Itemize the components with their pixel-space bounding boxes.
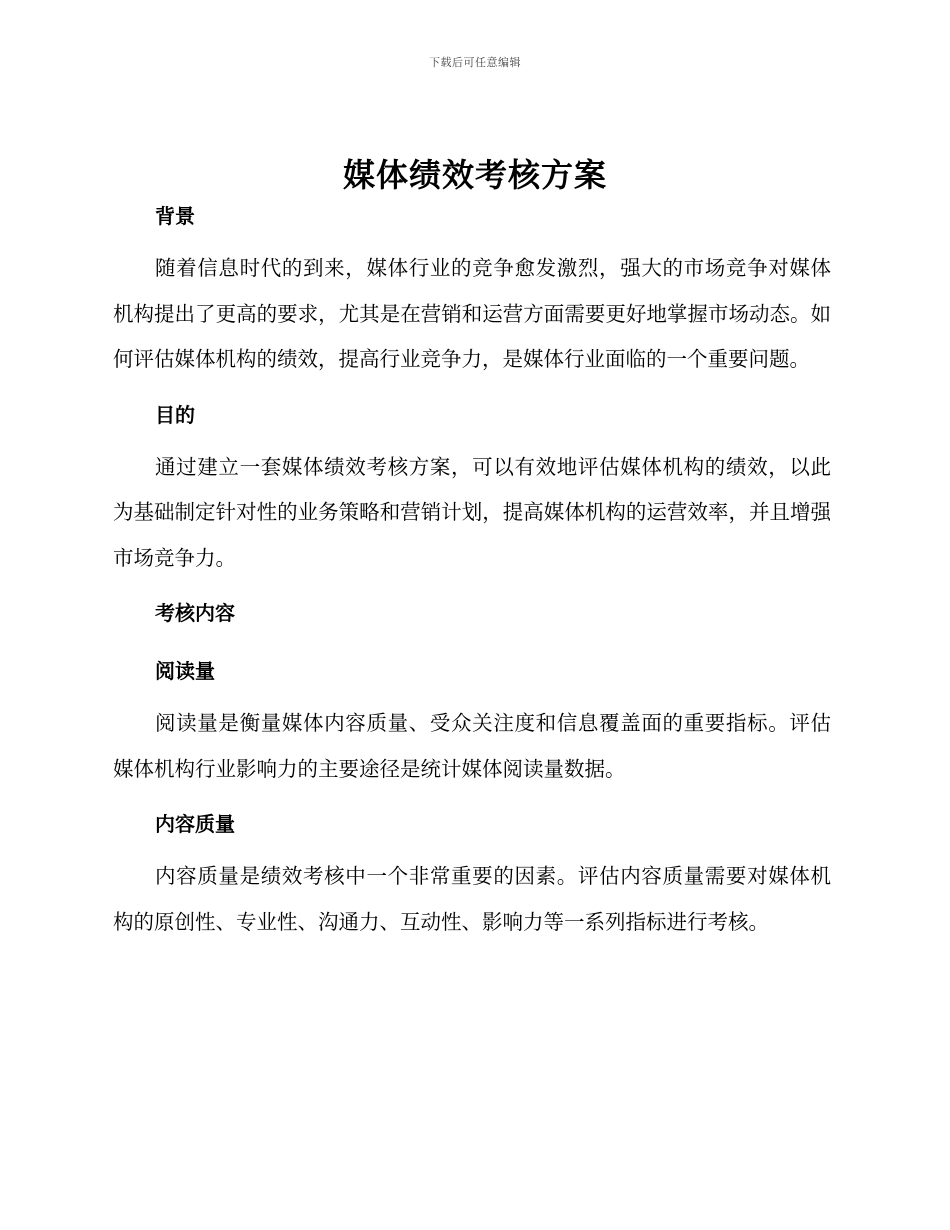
header-note: 下载后可任意编辑 [429,56,521,69]
document-title: 媒体绩效考核方案 [342,156,607,194]
paragraph-background: 随着信息时代的到来，媒体行业的竞争愈发激烈，强大的市场竞争对媒体机构提出了更高的要求，尤其是在营销和运营方面需要更好地掌握市场动态。如何评估媒体机构的绩效，提高行业竞争力，是媒体行业面临的一个重要问题。 [113,256,831,371]
heading-readership: 阅读量 [155,659,215,683]
paragraph-purpose: 通过建立一套媒体绩效考核方案，可以有效地评估媒体机构的绩效，以此为基础制定针对性的业务策略和营销计划，提高媒体机构的运营效率，并且增强市场竞争力。 [113,454,831,570]
heading-assessment: 考核内容 [155,601,235,625]
paragraph-readership: 阅读量是衡量媒体内容质量、受众关注度和信息覆盖面的重要指标。评估媒体机构行业影响力的主要途径是统计媒体阅读量数据。 [113,711,831,781]
heading-purpose: 目的 [155,402,195,427]
paragraph-content-quality: 内容质量是绩效考核中一个非常重要的因素。评估内容质量需要对媒体机构的原创性、专业性、沟通力、互动性、影响力等一系列指标进行考核。 [113,864,831,934]
heading-background: 背景 [155,204,195,228]
document-body [113,200,831,945]
heading-content-quality: 内容质量 [155,812,235,836]
